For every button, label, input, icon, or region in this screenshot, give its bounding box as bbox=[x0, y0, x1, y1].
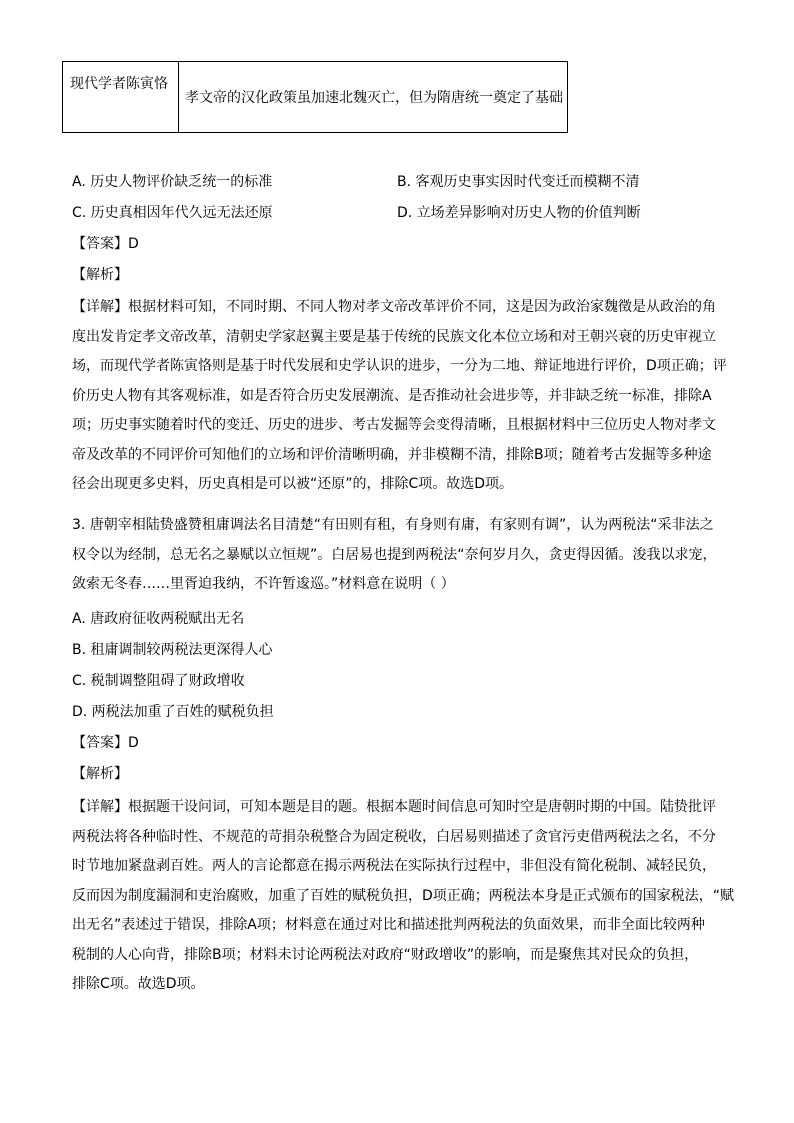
q2-option-b: B. 客观历史事实因时代变迁而模糊不清 bbox=[397, 174, 640, 190]
q3-detail-line: 【详解】根据题干设问词，可知本题是目的题。根据本题时间信息可知时空是唐朝时期的中国。陆贽批评 bbox=[72, 799, 716, 815]
q2-detail-line: 项；历史事实随着时代的变迁、历史的进步、考古发掘等会变得清晰，且根据材料中三位历史人物对孝文 bbox=[72, 417, 716, 433]
q3-option-c: C. 税制调整阻碍了财政增收 bbox=[72, 673, 245, 689]
q3-stem-line: 敛索无冬春……里胥迫我纳，不许暂逡巡。”材料意在说明（ ） bbox=[72, 576, 455, 592]
q3-option-b: B. 租庸调制较两税法更深得人心 bbox=[72, 642, 273, 658]
q3-option-a: A. 唐政府征收两税赋出无名 bbox=[72, 611, 245, 627]
q3-stem bbox=[72, 511, 722, 600]
q2-answer: 【答案】D bbox=[72, 236, 139, 252]
q2-detail bbox=[72, 293, 727, 500]
q2-detail-line: 价历史人物有其客观标准，如是否符合历史发展潮流、是否推动社会进步等，并非缺乏统一标准，排除A bbox=[72, 387, 712, 404]
q2-option-c: C. 历史真相因年代久远无法还原 bbox=[72, 205, 273, 221]
q3-detail-line: 两税法将各种临时性、不规范的苛捐杂税整合为固定税收，白居易则描述了贪官污吏借两税法之名，不分 bbox=[72, 828, 716, 845]
table-cell-evaluation: 孝文帝的汉化政策虽加速北魏灭亡，但为隋唐统一奠定了基础 bbox=[185, 90, 563, 106]
table-cell-person: 现代学者陈寅恪 bbox=[63, 62, 179, 132]
q2-detail-line: 帝及改革的不同评价可知他们的立场和评价清晰明确，并非模糊不清，排除B项；随着考古发掘等多种途 bbox=[72, 446, 712, 463]
evaluation-table bbox=[62, 61, 568, 133]
q2-option-d: D. 立场差异影响对历史人物的价值判断 bbox=[397, 205, 641, 221]
q3-detail-line: 反而因为制度漏洞和吏治腐败，加重了百姓的赋税负担，D项正确；两税法本身是正式颁布的国家税法，“赋 bbox=[72, 887, 735, 904]
q3-analysis-heading: 【解析】 bbox=[72, 766, 128, 782]
q3-answer: 【答案】D bbox=[72, 735, 139, 751]
q2-option-a: A. 历史人物评价缺乏统一的标准 bbox=[72, 174, 273, 190]
q2-detail-line: 场，而现代学者陈寅恪则是基于时代发展和史学认识的进步，一分为二地、辩证地进行评价，D项正确；评 bbox=[72, 358, 727, 374]
q2-detail-line: 度出发肯定孝文帝改革，清朝史学家赵翼主要是基于传统的民族文化本位立场和对王朝兴衰的历史审视立 bbox=[72, 328, 716, 345]
q3-detail-line: 税制的人心向背，排除B项；材料未讨论两税法对政府“财政增收”的影响，而是聚焦其对民众的负担， bbox=[72, 946, 699, 963]
q3-detail bbox=[72, 793, 735, 1000]
q2-detail-line: 【详解】根据材料可知，不同时期、不同人物对孝文帝改革评价不同，这是因为政治家魏徵是从政治的角 bbox=[72, 299, 716, 315]
q3-option-d: D. 两税法加重了百姓的赋税负担 bbox=[72, 704, 274, 720]
q3-detail-line: 排除C项。故选D项。 bbox=[72, 976, 205, 992]
q2-detail-line: 径会出现更多史料，历史真相是可以被“还原”的，排除C项。故选D项。 bbox=[72, 476, 514, 492]
q3-detail-line: 时节地加紧盘剥百姓。两人的言论都意在揭示两税法在实际执行过程中，非但没有简化税制、减轻民负， bbox=[72, 858, 716, 874]
q2-analysis-heading: 【解析】 bbox=[72, 267, 128, 283]
q3-detail-line: 出无名”表述过于错误，排除A项；材料意在通过对比和描述批判两税法的负面效果，而非全面比较两种 bbox=[72, 917, 705, 933]
q3-stem-line: 3. 唐朝宰相陆贽盛赞租庸调法名目清楚“有田则有租，有身则有庸，有家则有调”，认为两税法“采非法之 bbox=[72, 517, 714, 533]
q3-stem-line: 权令以为经制，总无名之暴赋以立恒规”。白居易也提到两税法“奈何岁月久，贪吏得因循。浚我以求宠， bbox=[72, 546, 717, 563]
